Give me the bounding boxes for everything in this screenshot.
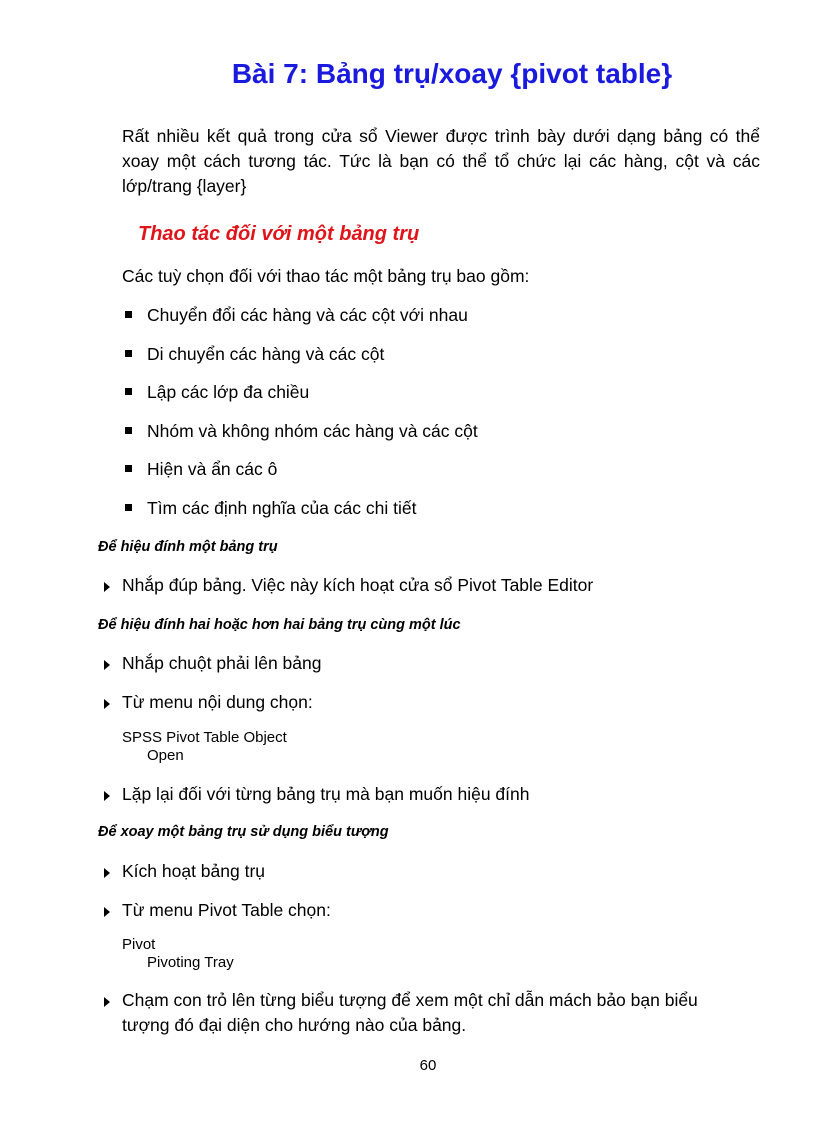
subheading-edit-many: Để hiệu đính hai hoặc hơn hai bảng trụ cùng một lúc xyxy=(98,617,461,633)
triangle-bullet-icon xyxy=(104,699,110,709)
triangle-bullet-icon xyxy=(104,791,110,801)
triangle-bullet-icon xyxy=(104,660,110,670)
square-bullet-icon xyxy=(125,311,132,318)
intro-paragraph: Rất nhiều kết quả trong cửa sổ Viewer được trình bày dưới dạng bảng có thể xoay một cách tương tác. Tức là bạn có thể tổ chức lại các hàng, cột và các lớp/trang {layer} xyxy=(122,126,760,196)
list-item-text: Tìm các định nghĩa của các chi tiết xyxy=(147,498,417,518)
step-text: Nhắp chuột phải lên bảng xyxy=(122,653,322,673)
triangle-bullet-icon xyxy=(104,582,110,592)
square-bullet-icon xyxy=(125,504,132,511)
subheading-pivot-icons: Để xoay một bảng trụ sử dụng biểu tượng xyxy=(98,824,389,840)
square-bullet-icon xyxy=(125,388,132,395)
menu-path-item: Pivot xyxy=(122,936,156,953)
triangle-bullet-icon xyxy=(104,868,110,878)
list-item-text: Hiện và ẩn các ô xyxy=(147,459,278,479)
subheading-edit-one: Để hiệu đính một bảng trụ xyxy=(98,539,278,555)
menu-path-item: SPSS Pivot Table Object xyxy=(122,729,287,746)
step-text: Từ menu nội dung chọn: xyxy=(122,692,313,712)
menu-path-subitem: Pivoting Tray xyxy=(147,954,234,971)
step-text: Kích hoạt bảng trụ xyxy=(122,861,266,881)
square-bullet-icon xyxy=(125,350,132,357)
section-heading: Thao tác đối với một bảng trụ xyxy=(138,223,420,245)
page-title: Bài 7: Bảng trụ/xoay {pivot table} xyxy=(231,58,673,89)
list-item-text: Chuyển đổi các hàng và các cột với nhau xyxy=(147,305,468,325)
step-text: Chạm con trỏ lên từng biểu tượng để xem một chỉ dẫn mách bảo bạn biểu xyxy=(122,990,698,1010)
square-bullet-icon xyxy=(125,427,132,434)
triangle-bullet-icon xyxy=(104,907,110,917)
list-item-text: Lập các lớp đa chiều xyxy=(147,382,310,402)
options-intro: Các tuỳ chọn đối với thao tác một bảng trụ bao gồm: xyxy=(122,266,530,286)
list-item-text: Di chuyển các hàng và các cột xyxy=(147,344,385,364)
triangle-bullet-icon xyxy=(104,997,110,1007)
step-text: Từ menu Pivot Table chọn: xyxy=(122,900,331,920)
menu-path-subitem: Open xyxy=(147,747,184,764)
step-text: Nhắp đúp bảng. Việc này kích hoạt cửa sổ Pivot Table Editor xyxy=(122,575,594,595)
step-text: Lặp lại đối với từng bảng trụ mà bạn muốn hiệu đính xyxy=(122,784,530,804)
step-text-continued: tượng đó đại diện cho hướng nào của bảng. xyxy=(122,1015,467,1035)
list-item-text: Nhóm và không nhóm các hàng và các cột xyxy=(147,421,478,441)
page-number: 60 xyxy=(419,1057,437,1074)
square-bullet-icon xyxy=(125,465,132,472)
